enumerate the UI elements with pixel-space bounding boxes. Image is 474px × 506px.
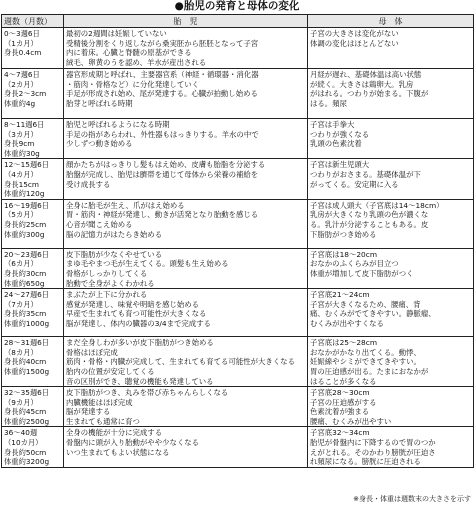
- mother-line: 子宮の圧迫感がする: [310, 397, 377, 407]
- period-line: （10カ月）: [4, 438, 43, 448]
- fetus-cell: [64, 387, 308, 427]
- period-line: 身長約45cm: [4, 407, 47, 417]
- table-body: [2, 28, 474, 468]
- mother-cell: [308, 248, 474, 288]
- fetus-line: 顔かたちがはっきりし髪もはえ始め、皮膚も胎脂を分泌する: [66, 160, 266, 170]
- mother-line: 腰痛、むくみが出やすい: [310, 416, 392, 426]
- mother-line: 胃の圧迫感が出る。たまにおなかが: [310, 366, 429, 376]
- header-period: 週数（月数）: [2, 15, 64, 28]
- period-line: 体重約30g: [4, 148, 40, 158]
- fetus-line: まだ全身しわが多いが皮下脂肪がつき始める: [66, 338, 214, 348]
- fetus-cell: [64, 69, 308, 119]
- mother-line: むくみが出やすくなる: [310, 318, 384, 328]
- mother-line: 子宮底は25～28cm: [310, 338, 378, 348]
- fetus-cell: [64, 337, 308, 387]
- mother-line: 色素沈着が強まる: [310, 407, 370, 417]
- mother-line: 子宮底は18～20cm: [310, 249, 378, 259]
- mother-cell: [308, 337, 474, 387]
- fetus-line: 胎盤が完成し、胎児は臍帯を通じて母体から栄養の補給を: [66, 169, 259, 179]
- period-line: 4～7週6日: [4, 70, 40, 79]
- mother-line: 子宮は成人頭大（子宮底は14～18cm）: [310, 200, 444, 210]
- fetus-cell: [64, 289, 308, 337]
- mother-line: がはれる。つわりが始まる。下腹が: [310, 89, 429, 99]
- header-mother: 母 体: [308, 15, 474, 28]
- mother-line: 子宮の大きさは変化がない: [310, 29, 399, 38]
- fetus-line: 全身に胎毛が生え、爪がはえ始める: [66, 200, 185, 210]
- mother-line: 子宮は新生児頭大: [310, 160, 370, 170]
- period-line: （7カ月）: [4, 299, 38, 309]
- period-line: 8～11週6日: [4, 120, 45, 129]
- fetus-line: 骨盤内に頭が入り胎動がやや少なくなる: [66, 438, 200, 448]
- mother-line: がってくる。安定期に入る: [310, 179, 399, 189]
- period-cell: [2, 199, 64, 248]
- fetus-cell: [64, 119, 308, 159]
- mother-line: 乳房が大きくなり乳頭の色が濃くな: [310, 210, 429, 220]
- fetus-line: 少しずつ動き始める: [66, 139, 133, 149]
- fetus-line: 内臓機能はほぼ完成: [66, 397, 133, 407]
- mother-line: 体重が増加して皮下脂肪がつく: [310, 268, 414, 278]
- fetus-line: まぶたが上下に分かれる: [66, 290, 148, 300]
- mother-cell: [308, 159, 474, 199]
- mother-line: れ頻尿になる。膀胱に圧迫される: [310, 457, 421, 467]
- period-line: 32～35週6日: [4, 388, 50, 398]
- mother-line: はる。頻尿: [310, 98, 347, 108]
- fetus-line: 脳が発達し、体内の臓器の3/4まで完成する: [66, 318, 211, 328]
- fetus-line: 骨格はほぼ完成: [66, 347, 118, 357]
- fetus-line: 筋肉・骨格・内臓が完成して、生まれても育てる可能性が大きくなる: [66, 357, 295, 367]
- table-row: [2, 159, 474, 199]
- fetus-line: いつ生まれてもよい状態になる: [66, 447, 170, 457]
- fetus-line: 胎児と呼ばれるようになる時期: [66, 120, 170, 129]
- mother-cell: [308, 119, 474, 159]
- mother-line: 子宮が大きくなるため、腰痛、背: [310, 299, 421, 309]
- period-line: 身長2～3cm: [4, 89, 47, 99]
- period-line: 身長0.4cm: [4, 48, 42, 58]
- fetus-line: 脳が発達する: [66, 407, 111, 417]
- mother-cell: [308, 289, 474, 337]
- period-line: 身長約50cm: [4, 447, 47, 457]
- period-line: 体重約4g: [4, 98, 36, 108]
- period-cell: [2, 159, 64, 199]
- period-line: （1カ月）: [4, 38, 38, 48]
- mother-line: つわりがおさまる。基礎体温が下: [310, 169, 421, 179]
- mother-line: えがとれる。そのかわり膀胱が圧迫さ: [310, 447, 436, 457]
- fetus-line: 音の区別ができ、聴覚の機能も発達している: [66, 376, 214, 386]
- fetus-cell: [64, 427, 308, 467]
- period-line: 身長15cm: [4, 179, 39, 189]
- period-line: 体重約650g: [4, 278, 45, 288]
- period-cell: [2, 387, 64, 427]
- table-row: [2, 387, 474, 427]
- fetus-line: 骨格がしっかりしてくる: [66, 268, 148, 278]
- mother-cell: [308, 69, 474, 119]
- period-line: 身長約40cm: [4, 357, 47, 367]
- mother-line: 月経が遅れ、基礎体温は高い状態: [310, 70, 422, 79]
- period-line: （2カ月）: [4, 79, 38, 89]
- fetus-line: ・筋肉・骨格など）に分化発達していく: [66, 79, 200, 89]
- period-line: 体重約1000g: [4, 318, 50, 328]
- period-line: 体重約3200g: [4, 457, 50, 467]
- period-line: （5カ月）: [4, 210, 38, 220]
- mother-line: 胎児が骨盤内に下降するので胃のつか: [310, 438, 436, 448]
- table-row: [2, 289, 474, 337]
- mother-line: 痛、むくみがでてきやすい。静脈瘤、: [310, 309, 436, 319]
- fetus-line: 感覚が発達し、味覚や明暗を感じ始める: [66, 299, 200, 309]
- period-cell: [2, 248, 64, 288]
- period-line: 体重約1500g: [4, 366, 50, 376]
- fetus-line: 器官形成期と呼ばれ、主要器官系（神経・循環器・消化器: [66, 70, 259, 79]
- mother-cell: [308, 199, 474, 248]
- period-line: 身長9cm: [4, 139, 35, 149]
- period-line: 体重約300g: [4, 229, 45, 239]
- period-line: 0～3週6日: [4, 29, 40, 38]
- period-cell: [2, 28, 64, 69]
- mother-line: おなかがかなり出てくる。動悸、: [310, 347, 421, 357]
- period-line: （9カ月）: [4, 397, 38, 407]
- mother-line: が続く。大きさは鶏卵大。乳房: [310, 79, 414, 89]
- mother-cell: [308, 387, 474, 427]
- fetus-line: 受精後分割をくり返しながら桑実胚から胚胚となって子宮: [66, 38, 259, 48]
- fetus-cell: [64, 28, 308, 69]
- mother-line: はることが多くなる: [310, 376, 377, 386]
- mother-line: る。乳汁が分泌することもある。皮: [310, 219, 429, 229]
- header-fetus: 胎 児: [64, 15, 308, 28]
- table-row: [2, 69, 474, 119]
- period-cell: [2, 427, 64, 467]
- fetus-line: 脳の記憶力がはたらき始める: [66, 229, 163, 239]
- fetus-line: 皮下脂肪が少なくやせている: [66, 249, 163, 259]
- fetus-line: 手足が形成され始め、尾が発達する。心臓が拍動し始める: [66, 89, 258, 99]
- table-row: [2, 337, 474, 387]
- fetus-line: 全身の機能が十分に完成する: [66, 428, 163, 438]
- table-row: [2, 199, 474, 248]
- period-line: （4カ月）: [4, 169, 38, 179]
- mother-line: 乳頭の色素沈着: [310, 139, 362, 149]
- period-line: 12～15週6日: [4, 160, 50, 170]
- fetus-line: 絨毛、卵黄のうを認め、羊水が産出される: [66, 57, 207, 67]
- period-line: 体重約120g: [4, 189, 45, 199]
- period-line: 体重約2500g: [4, 416, 50, 426]
- mother-cell: [308, 427, 474, 467]
- mother-cell: [308, 28, 474, 69]
- fetus-cell: [64, 248, 308, 288]
- fetus-line: 心音が聞こえ始める: [66, 219, 133, 229]
- mother-line: 子宮底28～30cm: [310, 388, 370, 398]
- fetus-line: 胎内の位置が安定してくる: [66, 366, 155, 376]
- period-line: （8カ月）: [4, 347, 38, 357]
- development-table: [1, 14, 474, 468]
- period-line: 20～23週6日: [4, 249, 50, 259]
- page-title: ●胎児の発育と母体の変化: [174, 0, 300, 12]
- fetus-cell: [64, 159, 308, 199]
- period-cell: [2, 289, 64, 337]
- period-cell: [2, 119, 64, 159]
- period-line: 16～19週6日: [4, 200, 50, 210]
- period-line: 28～31週6日: [4, 338, 50, 348]
- fetus-line: 胎芽と呼ばれる時期: [66, 98, 133, 108]
- period-line: 身長約30cm: [4, 268, 47, 278]
- fetus-line: 早産で生まれても育つ可能性が大きくなる: [66, 309, 207, 319]
- period-cell: [2, 69, 64, 119]
- period-line: 身長約35cm: [4, 309, 47, 319]
- fetus-line: まゆ毛やまつ毛が生えてくる。頭髪も生え始める: [66, 259, 229, 269]
- mother-line: 体調の変化はほとんどない: [310, 38, 399, 48]
- period-line: （6カ月）: [4, 259, 38, 269]
- fetus-line: 皮下脂肪がつき、丸みを帯び赤ちゃんらしくなる: [66, 388, 229, 398]
- fetus-cell: [64, 199, 308, 248]
- period-line: （3カ月）: [4, 129, 38, 139]
- mother-line: 子宮底32～34cm: [310, 428, 370, 438]
- mother-line: 子宮は手拳大: [310, 120, 355, 129]
- mother-line: つわりが強くなる: [310, 129, 370, 139]
- mother-line: おなかのふくらみが目立つ: [310, 259, 399, 269]
- fetus-line: 胎動で全身がよくわかれる: [66, 278, 155, 288]
- fetus-line: 受け成長する: [66, 179, 111, 189]
- footnote: ※身長・体重は週数末の大きさを示す: [353, 495, 471, 503]
- fetus-line: 最初の2週間は妊娠していない: [66, 29, 167, 38]
- mother-line: 子宮底21～24cm: [310, 290, 370, 300]
- table-row: [2, 28, 474, 69]
- period-line: 36～40週: [4, 428, 38, 438]
- fetus-line: 生まれても通常に育つ: [66, 416, 140, 426]
- fetus-line: 内に着床。心臓と脊髄の原基ができる: [66, 48, 192, 58]
- fetus-line: 胃・筋肉・神経が発達し、動きが活発となり胎動を感じる: [66, 210, 259, 220]
- table-row: [2, 427, 474, 467]
- mother-line: 妊娠線やシミができてきやすい。: [310, 357, 421, 367]
- period-cell: [2, 337, 64, 387]
- table-row: [2, 248, 474, 288]
- fetus-line: 手足の指があらわれ、外性器もはっきりする。羊水の中で: [66, 129, 259, 139]
- period-line: 身長約25cm: [4, 219, 47, 229]
- mother-line: 下脂肪がつき始める: [310, 229, 377, 239]
- period-line: 24～27週6日: [4, 290, 50, 300]
- table-row: [2, 119, 474, 159]
